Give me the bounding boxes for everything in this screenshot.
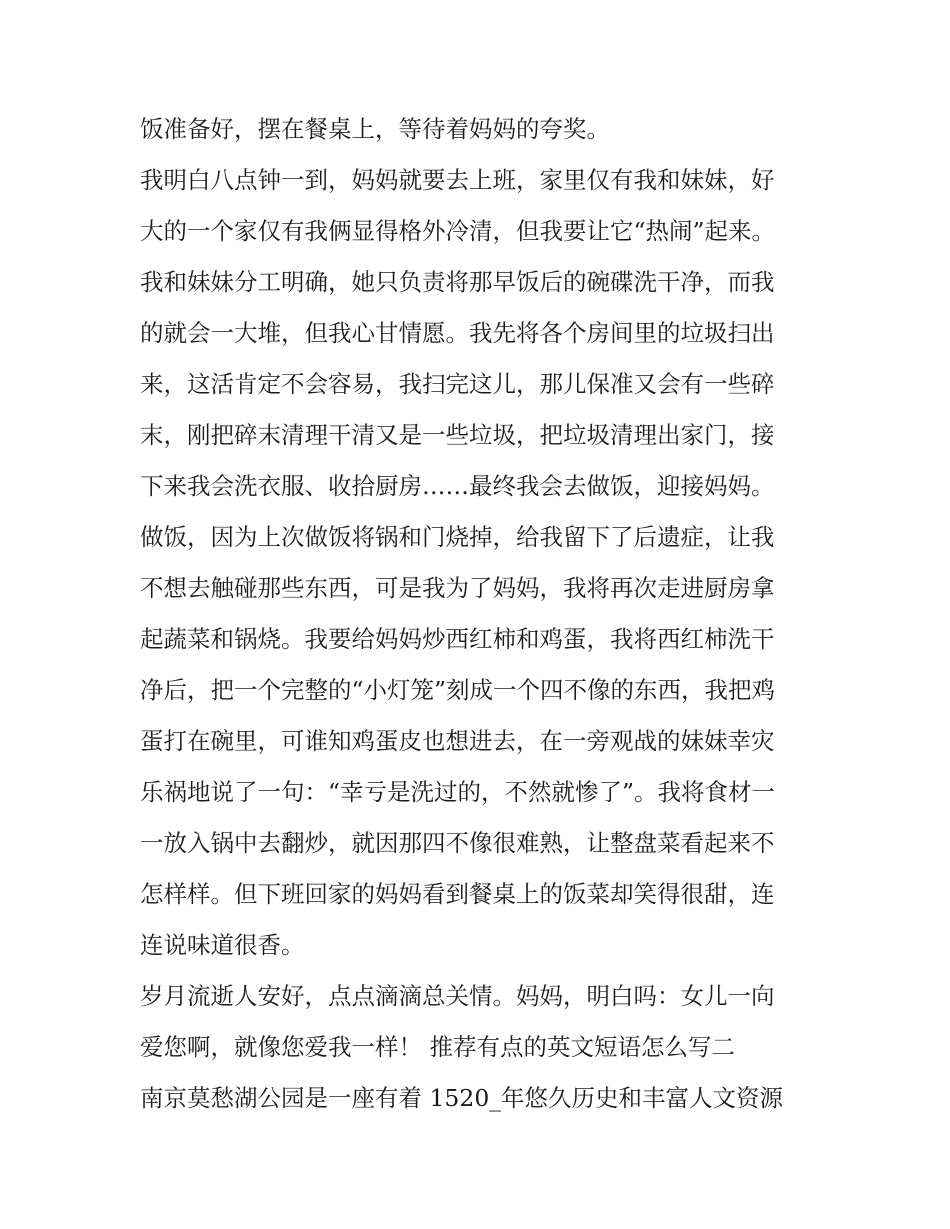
text-line: 连说味道很香。 <box>140 931 305 959</box>
text-line: 岁月流逝人安好，点点滴滴总关情。妈妈，明白吗：女儿一向 <box>140 982 775 1010</box>
text-line: 做饭，因为上次做饭将锅和门烧掉，给我留下了后遗症，让我 <box>140 523 775 551</box>
text-line: 下来我会洗衣服、收拾厨房……最终我会去做饭，迎接妈妈。 <box>140 472 775 500</box>
text-line: 不想去触碰那些东西，可是我为了妈妈，我将再次走进厨房拿 <box>140 574 775 602</box>
text-line: 蛋打在碗里，可谁知鸡蛋皮也想进去，在一旁观战的妹妹幸灾 <box>140 727 775 755</box>
text-line: 乐祸地说了一句：“幸亏是洗过的，不然就惨了”。我将食材一 <box>140 778 776 806</box>
text-line: 净后，把一个完整的“小灯笼”刻成一个四不像的东西，我把鸡 <box>140 676 776 704</box>
text-line: 起蔬菜和锅烧。我要给妈妈炒西红柿和鸡蛋，我将西红柿洗干 <box>140 625 775 653</box>
text-line: 来，这活肯定不会容易，我扫完这儿，那儿保准又会有一些碎 <box>140 370 775 398</box>
text-line: 末，刚把碎末清理干清又是一些垃圾，把垃圾清理出家门，接 <box>140 421 775 449</box>
text-line: 我明白八点钟一到，妈妈就要去上班，家里仅有我和妹妹，好 <box>140 166 775 194</box>
text-line: 南京莫愁湖公园是一座有着 1520_年悠久历史和丰富人文资源 <box>140 1084 784 1112</box>
text-line: 爱您啊，就像您爱我一样！ 推荐有点的英文短语怎么写二 <box>140 1033 735 1061</box>
text-line: 我和妹妹分工明确，她只负责将那早饭后的碗碟洗干净，而我 <box>140 268 775 296</box>
text-line: 怎样样。但下班回家的妈妈看到餐桌上的饭菜却笑得很甜，连 <box>140 880 775 908</box>
text-line: 大的一个家仅有我俩显得格外冷清，但我要让它“热闹”起来。 <box>140 217 776 245</box>
text-line: 饭准备好，摆在餐桌上，等待着妈妈的夸奖。 <box>140 115 610 143</box>
text-line: 的就会一大堆，但我心甘情愿。我先将各个房间里的垃圾扫出 <box>140 319 775 347</box>
text-line: 一放入锅中去翻炒，就因那四不像很难熟，让整盘菜看起来不 <box>140 829 775 857</box>
